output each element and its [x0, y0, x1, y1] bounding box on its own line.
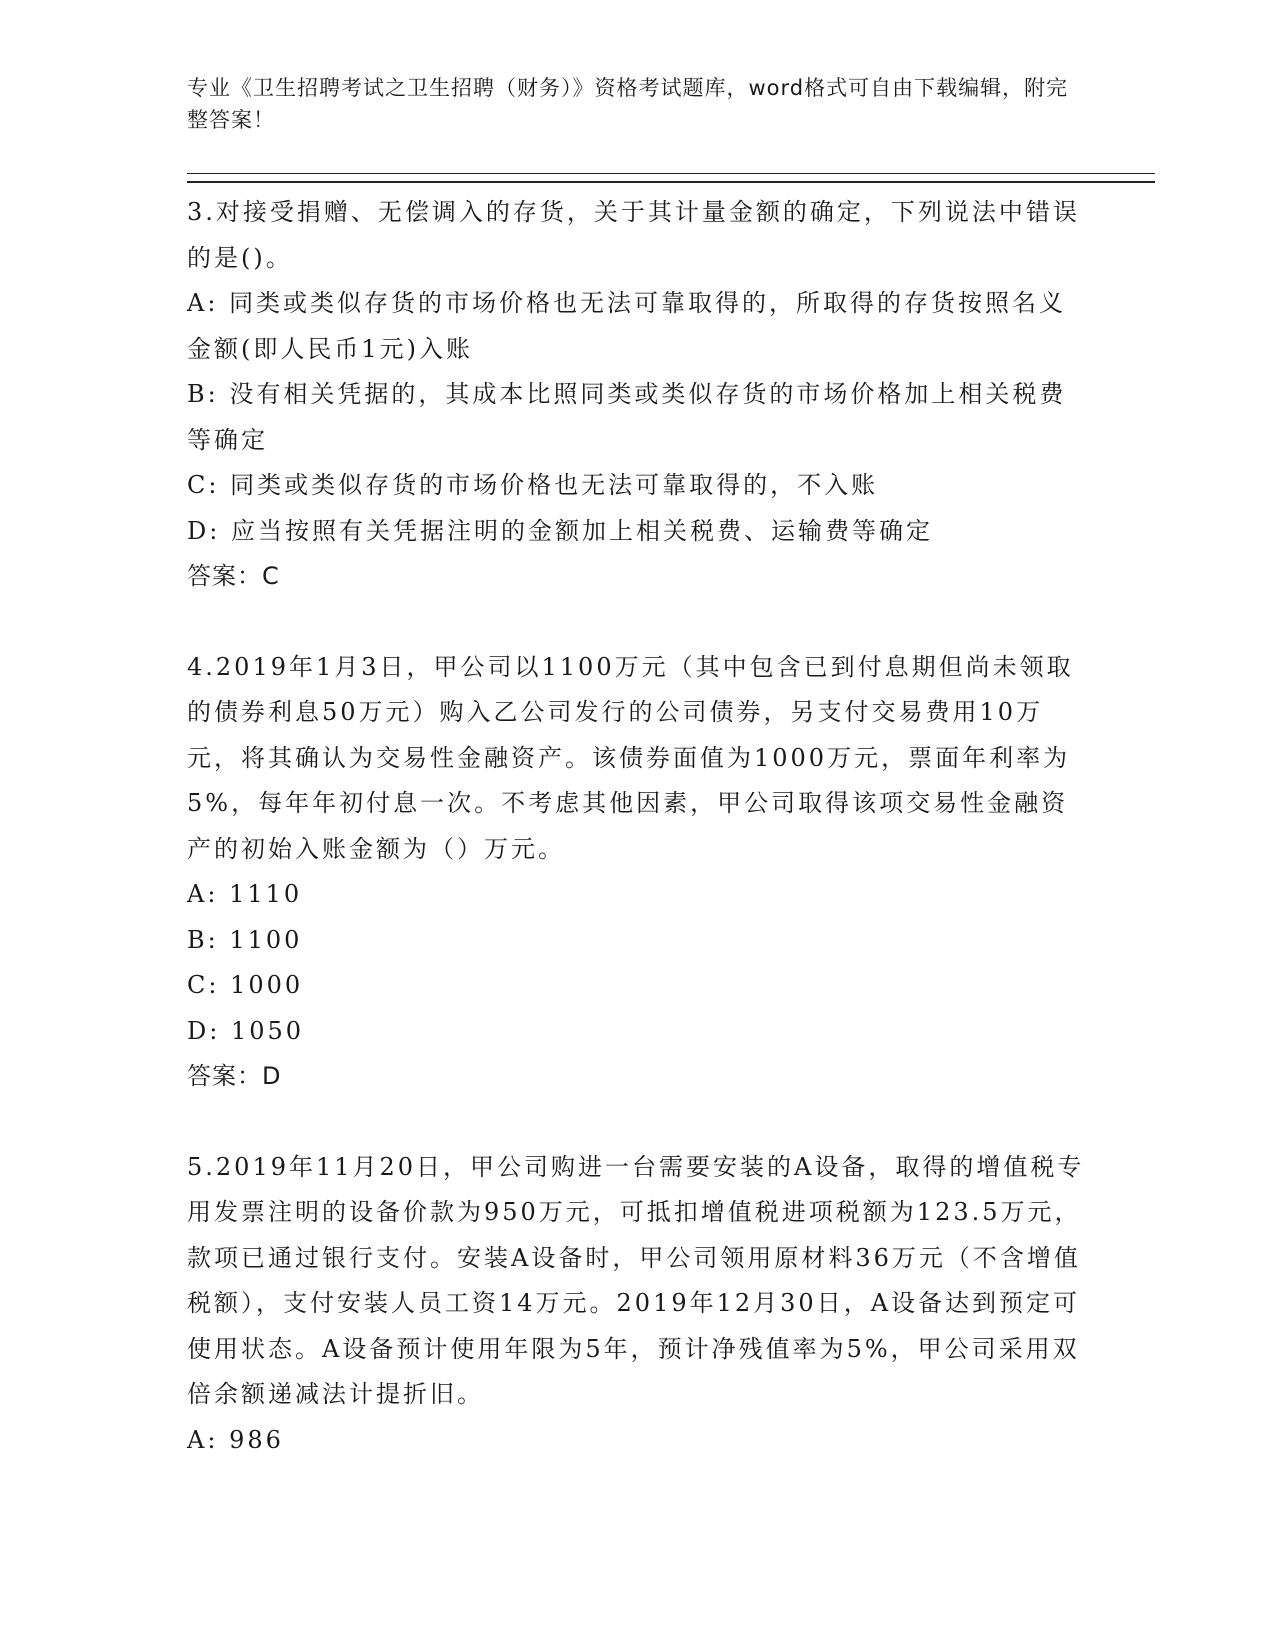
- option-key: A:: [187, 1425, 219, 1454]
- option-a: [187, 872, 1087, 918]
- option-text: 应当按照有关凭据注明的金额加上相关税费、运输费等确定: [230, 516, 933, 545]
- option-text: 同类或类似存货的市场价格也无法可靠取得的，不入账: [230, 471, 879, 499]
- spacer: [187, 600, 1087, 645]
- option-key: D:: [187, 516, 221, 545]
- option-b: [187, 918, 1087, 964]
- question-3: [187, 190, 1087, 600]
- option-key: C:: [187, 971, 220, 999]
- option-c: [187, 963, 1087, 1009]
- question-5: [187, 1145, 1087, 1464]
- header-divider-thick: [187, 181, 1155, 183]
- option-text: 1100: [229, 925, 303, 954]
- option-key: B:: [187, 380, 219, 408]
- header-divider-thin: [187, 173, 1155, 174]
- option-a: [187, 281, 1087, 372]
- option-text: 1110: [229, 880, 303, 908]
- answer-line: 答案：C: [187, 562, 280, 590]
- option-key: D:: [187, 1016, 221, 1045]
- question-4: [187, 645, 1087, 1100]
- spacer: [187, 1100, 1087, 1145]
- option-text: 没有相关凭据的，其成本比照同类或类似存货的市场价格加上相关税费等确定: [187, 380, 1067, 454]
- option-text: 1050: [230, 1016, 305, 1045]
- option-d: [187, 509, 1087, 555]
- option-a: [187, 1418, 1087, 1464]
- option-text: 1000: [230, 971, 304, 999]
- option-text: 986: [229, 1425, 284, 1454]
- option-key: B:: [187, 925, 219, 954]
- header-text: 专业《卫生招聘考试之卫生招聘（财务）》资格考试题库，word格式可自由下载编辑，附完整答案！: [187, 76, 1069, 132]
- option-key: A:: [187, 880, 219, 908]
- option-b: [187, 372, 1087, 463]
- option-key: A:: [187, 289, 219, 317]
- option-d: [187, 1009, 1087, 1055]
- question-text: 3.对接受捐赠、无偿调入的存货，关于其计量金额的确定，下列说法中错误的是()。: [187, 198, 1080, 272]
- option-key: C:: [187, 471, 220, 499]
- document-header: [187, 72, 1087, 136]
- question-text: 5.2019年11月20日，甲公司购进一台需要安装的A设备，取得的增值税专用发票注明的设备价款为950万元，可抵扣增值税进项税额为123.5万元，款项已通过银行支付。安装A设备时，甲公司领用原材料36万元（不含增值税额），支付安装人员工资14万元。2019年12月30日，A设备达到预定可使用状态。A设备预计使用年限为5年，预计净残值率为5%，甲公司采用双倍余额递减法计提折旧。: [187, 1152, 1085, 1408]
- option-c: [187, 463, 1087, 509]
- option-text: 同类或类似存货的市场价格也无法可靠取得的，所取得的存货按照名义金额(即人民币1元)入账: [187, 289, 1067, 363]
- answer-line: 答案：D: [187, 1062, 282, 1090]
- question-list: [187, 190, 1087, 1463]
- question-text: 4.2019年1月3日，甲公司以1100万元（其中包含已到付息期但尚未领取的债券利息50万元）购入乙公司发行的公司债券，另支付交易费用10万元，将其确认为交易性金融资产。该债券面值为1000万元，票面年利率为5%，每年年初付息一次。不考虑其他因素，甲公司取得该项交易性金融资产的初始入账金额为（）万元。: [187, 652, 1074, 863]
